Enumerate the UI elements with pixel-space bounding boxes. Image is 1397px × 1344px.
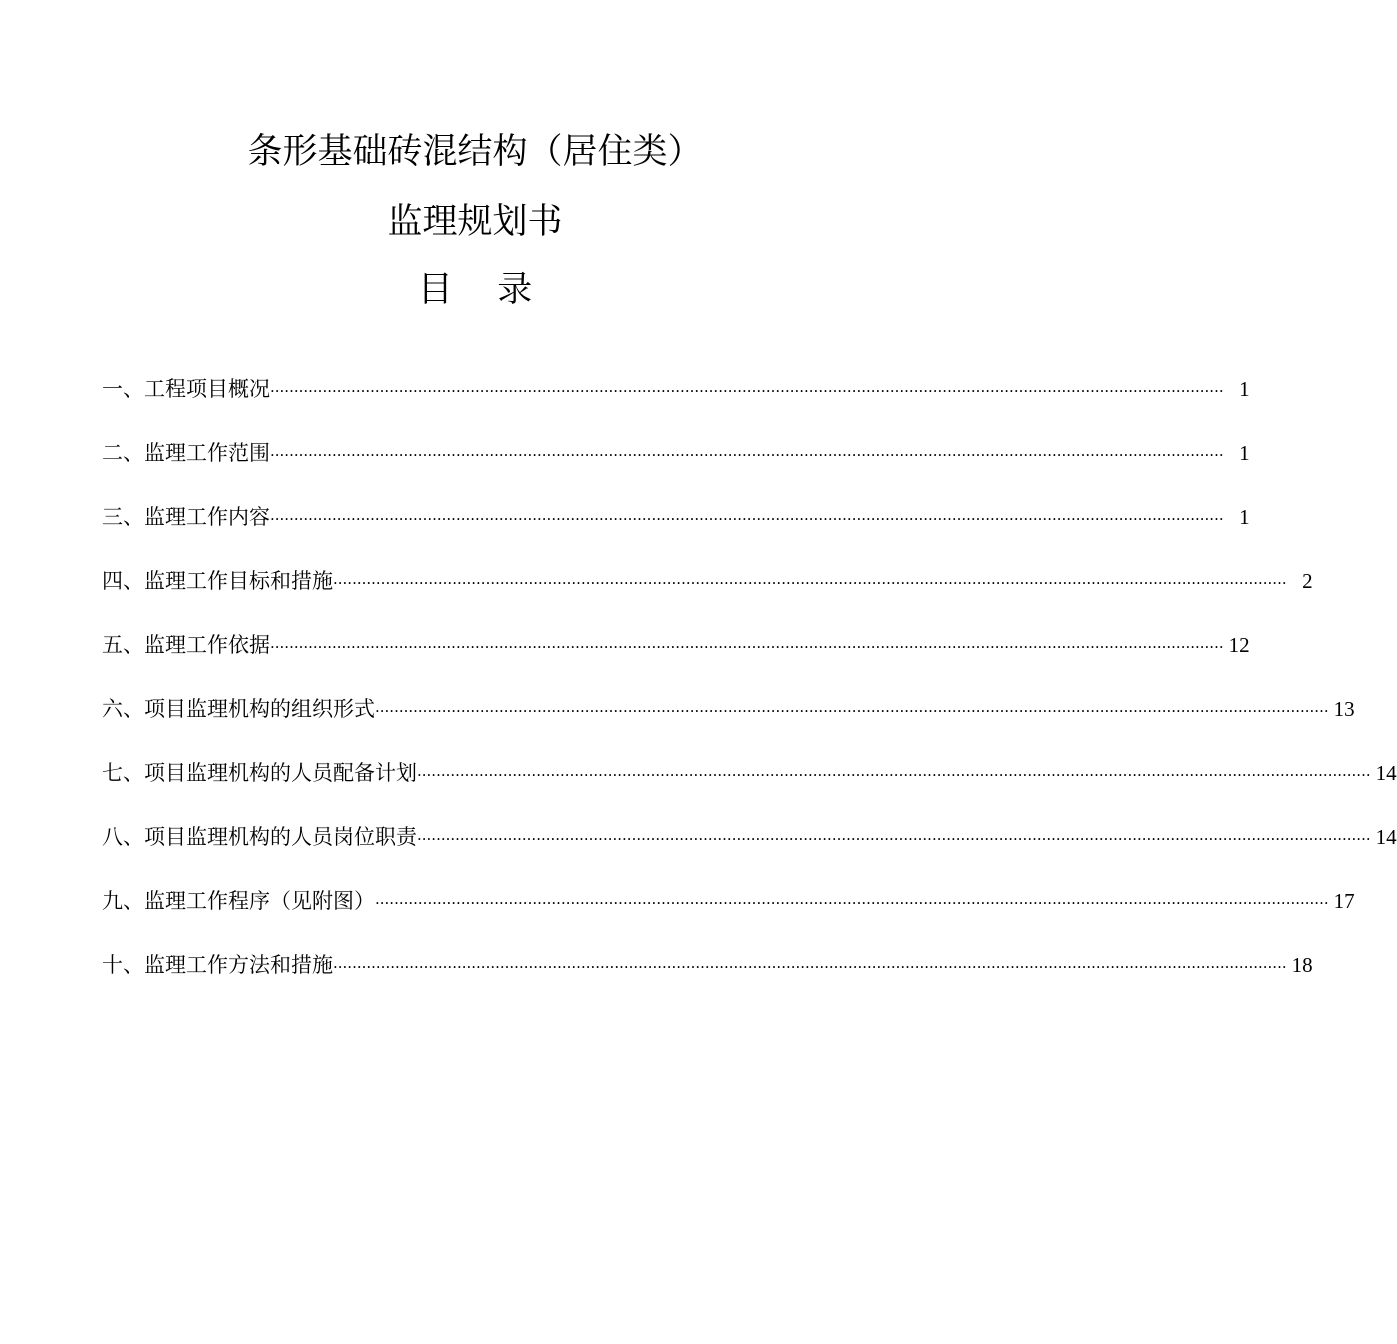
toc-entry-label: 十、监理工作方法和措施 xyxy=(102,953,333,977)
toc-dot-leader: ········································································································································································································ xyxy=(270,638,1224,656)
toc-dot-leader: ········································································································································································································ xyxy=(270,510,1224,528)
toc-entry-page: 1 xyxy=(1239,441,1250,465)
toc-dot-leader: ········································································································································································································ xyxy=(417,830,1371,848)
toc-entry-label: 四、监理工作目标和措施 xyxy=(102,569,333,593)
toc-entry-6[interactable] xyxy=(102,690,1355,754)
toc-dot-leader: ········································································································································································································ xyxy=(333,958,1287,976)
toc-entry-8[interactable] xyxy=(102,818,1397,882)
toc-entry-label: 二、监理工作范围 xyxy=(102,441,270,465)
title-block xyxy=(0,118,950,310)
toc-entry-label: 九、监理工作程序（见附图） xyxy=(102,889,375,913)
toc-entry-label: 六、项目监理机构的组织形式 xyxy=(102,697,375,721)
toc-entry-page: 13 xyxy=(1333,697,1355,721)
document-title: 条形基础砖混结构（居住类） xyxy=(247,132,703,172)
toc-entry-label: 一、工程项目概况 xyxy=(102,377,270,401)
toc-entry-2[interactable] xyxy=(102,434,1250,498)
toc-entry-page: 1 xyxy=(1239,377,1250,401)
toc-entry-page: 14 xyxy=(1375,761,1397,785)
toc-entry-page: 12 xyxy=(1228,633,1250,657)
toc-entry-7[interactable] xyxy=(102,754,1397,818)
toc-dot-leader: ········································································································································································································ xyxy=(375,894,1329,912)
toc-dot-leader: ········································································································································································································ xyxy=(333,574,1287,592)
toc-dot-leader: ········································································································································································································ xyxy=(270,446,1224,464)
document-subtitle: 监理规划书 xyxy=(387,202,563,242)
toc-entry-page: 17 xyxy=(1333,889,1355,913)
toc-entry-page: 14 xyxy=(1375,825,1397,849)
toc-entry-page: 1 xyxy=(1239,505,1250,529)
toc-entry-label: 五、监理工作依据 xyxy=(102,633,270,657)
toc-entry-3[interactable] xyxy=(102,498,1250,562)
toc-entry-5[interactable] xyxy=(102,626,1250,690)
toc-entry-9[interactable] xyxy=(102,882,1355,946)
toc-entry-page: 2 xyxy=(1302,569,1313,593)
toc-dot-leader: ········································································································································································································ xyxy=(270,382,1224,400)
toc-entry-page: 18 xyxy=(1291,953,1313,977)
toc-entry-10[interactable] xyxy=(102,946,1313,1010)
toc-entry-label: 三、监理工作内容 xyxy=(102,505,270,529)
toc-dot-leader: ········································································································································································································ xyxy=(375,702,1329,720)
toc-entry-4[interactable] xyxy=(102,562,1313,626)
toc-entry-label: 八、项目监理机构的人员岗位职责 xyxy=(102,825,417,849)
toc-heading-row xyxy=(0,270,950,310)
toc-dot-leader: ········································································································································································································ xyxy=(417,766,1371,784)
table-of-contents xyxy=(102,370,1397,1010)
toc-entry-label: 七、项目监理机构的人员配备计划 xyxy=(102,761,417,785)
toc-entry-1[interactable] xyxy=(102,370,1250,434)
toc-heading: 目 录 xyxy=(417,270,533,310)
